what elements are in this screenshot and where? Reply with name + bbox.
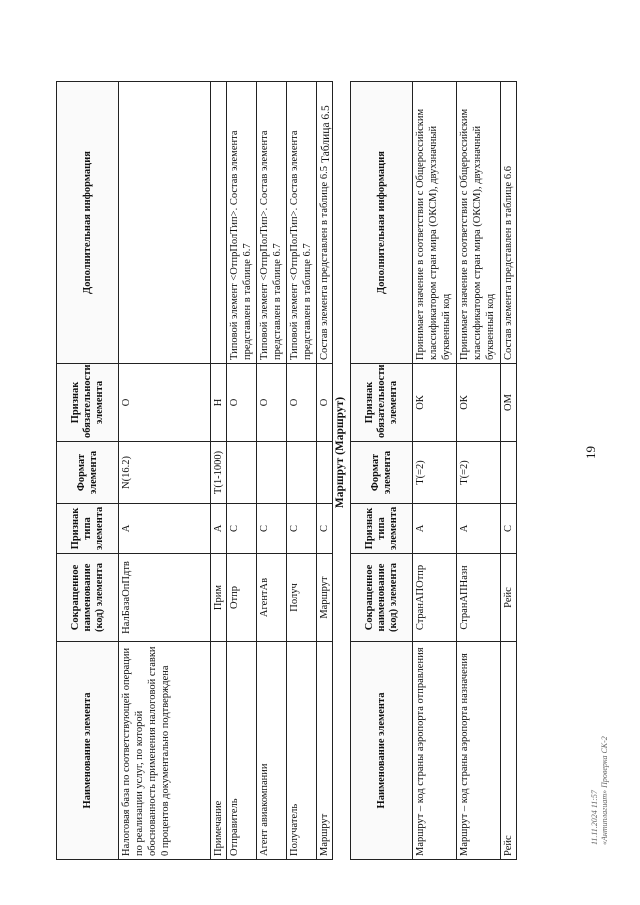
check-stamp: [590, 736, 610, 845]
header-cell: Сокращенное наименование (код) элемента: [351, 554, 413, 642]
elements-table: [56, 81, 333, 860]
cell-format: T(=2): [413, 442, 457, 504]
table-row: [457, 82, 501, 860]
cell-format: [287, 442, 317, 504]
cell-name: Налоговая база по соответствующей операции по реализации услуг, по которой обоснованность применения налоговой ставки 0 процентов документально подтверждена: [119, 642, 211, 860]
cell-code: Отпр: [227, 554, 257, 642]
cell-code: СтранАПНазн: [457, 554, 501, 642]
cell-format: T(=2): [457, 442, 501, 504]
cell-required: О: [227, 364, 257, 442]
table-row: [257, 82, 287, 860]
cell-info: [119, 82, 211, 364]
cell-name: Примечание: [211, 642, 227, 860]
cell-name: Агент авиакомпании: [257, 642, 287, 860]
cell-info: [211, 82, 227, 364]
cell-code: Получ: [287, 554, 317, 642]
header-cell: Признак обязательности элемента: [351, 364, 413, 442]
cell-type: А: [413, 504, 457, 554]
cell-code: СтранАПОтпр: [413, 554, 457, 642]
route-table: [350, 81, 517, 860]
cell-type: С: [287, 504, 317, 554]
cell-format: T(1-1000): [211, 442, 227, 504]
header-cell: Признак обязательности элемента: [57, 364, 119, 442]
table-row: [317, 82, 333, 860]
header-cell: Сокращенное наименование (код) элемента: [57, 554, 119, 642]
cell-code: НалБазаОпПдтв: [119, 554, 211, 642]
cell-format: N(16.2): [119, 442, 211, 504]
cell-required: ОК: [457, 364, 501, 442]
cell-code: Маршрут: [317, 554, 333, 642]
cell-required: О: [287, 364, 317, 442]
header-cell: Формат элемента: [57, 442, 119, 504]
cell-info: Состав элемента представлен в таблице 6.6: [501, 82, 517, 364]
cell-info: Типовой элемент <ОтпрПолТип>. Состав элемента представлен в таблице 6.7: [257, 82, 287, 364]
cell-name: Рейс: [501, 642, 517, 860]
cell-format: [227, 442, 257, 504]
table-row: [227, 82, 257, 860]
table-row: [287, 82, 317, 860]
cell-format: [501, 442, 517, 504]
cell-required: О: [257, 364, 287, 442]
table-row: [211, 82, 227, 860]
table-row: [413, 82, 457, 860]
table-header-row: [57, 82, 119, 860]
table-row: [501, 82, 517, 860]
table-row: [119, 82, 211, 860]
cell-required: О: [119, 364, 211, 442]
cell-required: О: [317, 364, 333, 442]
cell-code: Прим: [211, 554, 227, 642]
stamp-text: «Антиплагиат» Проверка СК-2: [600, 736, 609, 845]
cell-name: Маршрут: [317, 642, 333, 860]
cell-required: ОМ: [501, 364, 517, 442]
cell-name: Маршрут – код страны аэропорта отправления: [413, 642, 457, 860]
cell-type: А: [457, 504, 501, 554]
cell-info: Состав элемента представлен в таблице 6.5: [317, 82, 333, 364]
cell-type: С: [257, 504, 287, 554]
cell-name: Отправитель: [227, 642, 257, 860]
cell-info: Типовой элемент <ОтпрПолТип>. Состав элемента представлен в таблице 6.7: [227, 82, 257, 364]
cell-name: Получатель: [287, 642, 317, 860]
cell-format: [317, 442, 333, 504]
cell-info: Принимает значение в соответствии с Общероссийским классификатором стран мира (ОКСМ), двухзначный буквенный код: [457, 82, 501, 364]
cell-type: А: [119, 504, 211, 554]
stamp-date: 11.11.2024 11:57: [590, 790, 599, 845]
cell-code: Рейс: [501, 554, 517, 642]
header-cell: Дополнительная информация: [351, 82, 413, 364]
table-title: Маршрут (Маршрут): [334, 396, 346, 509]
page-number: 19: [583, 446, 598, 459]
cell-required: ОК: [413, 364, 457, 442]
cell-info: Принимает значение в соответствии с Общероссийским классификатором стран мира (ОКСМ), двухзначный буквенный код: [413, 82, 457, 364]
header-cell: Наименование элемента: [57, 642, 119, 860]
table-header-row: [351, 82, 413, 860]
cell-type: А: [211, 504, 227, 554]
header-cell: Дополнительная информация: [57, 82, 119, 364]
header-cell: Признак типа элемента: [57, 504, 119, 554]
cell-type: С: [501, 504, 517, 554]
cell-required: Н: [211, 364, 227, 442]
cell-code: АгентАв: [257, 554, 287, 642]
header-cell: Формат элемента: [351, 442, 413, 504]
header-cell: Признак типа элемента: [351, 504, 413, 554]
cell-format: [257, 442, 287, 504]
header-cell: Наименование элемента: [351, 642, 413, 860]
cell-type: С: [317, 504, 333, 554]
cell-type: С: [227, 504, 257, 554]
table-number: Таблица 6.5: [320, 105, 332, 163]
cell-name: Маршрут – код страны аэропорта назначения: [457, 642, 501, 860]
cell-info: Типовой элемент <ОтпрПолТип>. Состав элемента представлен в таблице 6.7: [287, 82, 317, 364]
